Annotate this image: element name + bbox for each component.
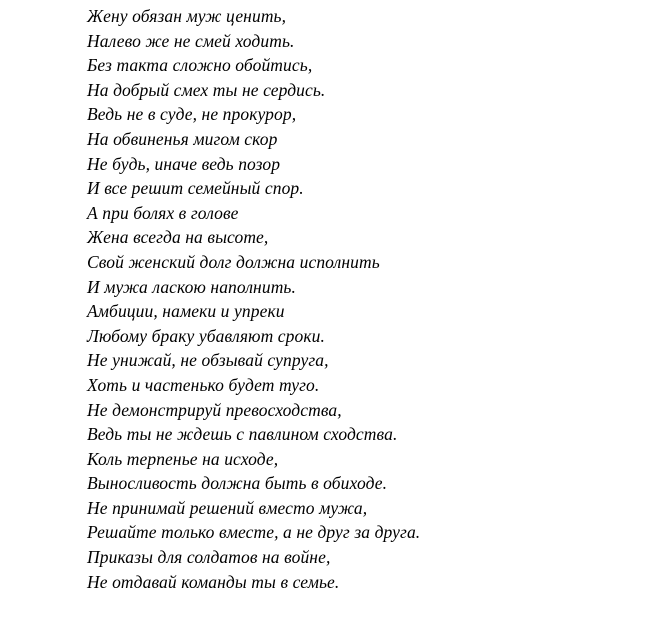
poem-line: Ведь не в суде, не прокурор, [87, 104, 297, 125]
poem-line: На добрый смех ты не сердись. [87, 79, 326, 100]
poem-line: И все решит семейный спор. [87, 178, 304, 199]
poem-line: Хоть и частенько будет туго. [87, 374, 320, 395]
poem-line: Не принимай решений вместо мужа, [87, 497, 368, 518]
poem-line: Не отдавай команды ты в семье. [87, 571, 340, 592]
poem-line: Не унижай, не обзывай супруга, [87, 350, 329, 371]
poem-text [87, 4, 420, 594]
poem-line: И мужа ласкою наполнить. [87, 276, 296, 297]
poem-line: А при болях в голове [87, 202, 239, 223]
poem-line: Любому браку убавляют сроки. [87, 325, 325, 346]
poem-line: Не будь, иначе ведь позор [87, 153, 281, 174]
poem-line: Выносливость должна быть в обиходе. [87, 473, 388, 494]
poem-line: Ведь ты не ждешь с павлином сходства. [87, 424, 398, 445]
poem-line: Приказы для солдатов на войне, [87, 547, 331, 568]
poem-line: Решайте только вместе, а не друг за друга. [87, 522, 421, 543]
poem-line: На обвиненья мигом скор [87, 128, 278, 149]
poem-line: Не демонстрируй превосходства, [87, 399, 342, 420]
poem-line: Налево же не смей ходить. [87, 30, 295, 51]
poem-line: Без такта сложно обойтись, [87, 55, 313, 76]
poem-line: Коль терпенье на исходе, [87, 448, 279, 469]
poem-line: Жену обязан муж ценить, [87, 6, 287, 26]
poem-line: Свой женский долг должна исполнить [87, 251, 380, 272]
poem-line: Амбиции, намеки и упреки [87, 301, 285, 322]
poem-line: Жена всегда на высоте, [87, 227, 269, 248]
